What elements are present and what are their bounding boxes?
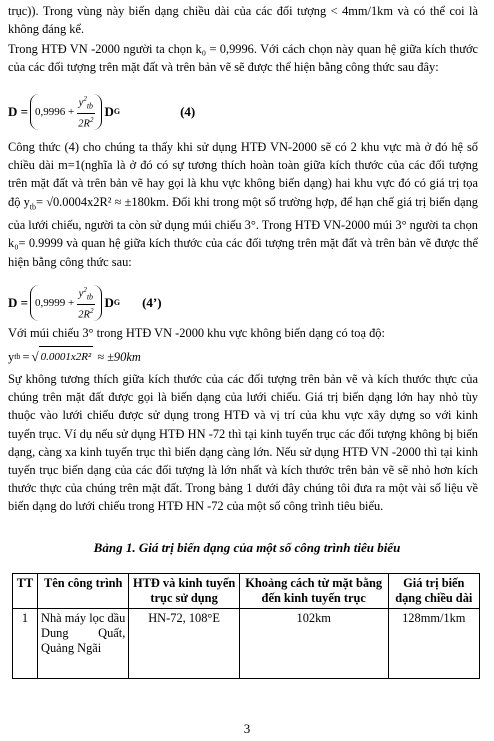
formula-4-label: (4) — [180, 104, 196, 119]
formula-4p-den-sup: 2 — [89, 307, 94, 316]
formula-4p-num: y — [78, 288, 84, 300]
page-number: 3 — [243, 721, 251, 736]
formula-4-const: 0,9996 + — [35, 106, 75, 118]
formula-4p-num-sup: 2 — [83, 286, 87, 295]
table-header-cell: Giá trị biến dạng chiều dài — [388, 574, 479, 609]
paragraph-distortion: Sự không tương thích giữa kích thước của các đối tượng trên bản vẽ và kích thước thực của chúng trên mặt đất được gọi là biến dạng của lưới chiếu. Giá trị biến dạng lớn hay nhỏ tùy thuộc vào lưới chiếu được sử dụng trong HTĐ và vị trí của khu vực xây dựng so với kinh tuyến trục. Ví dụ nếu sử dụng HTĐ HN -72 thì tại kinh tuyến trục các đối tượng không bị biến dạng, càng xa kinh tuyến trục thì biến dạng càng lớn. Nếu sử dụng HTĐ VN -2000 thì tại kinh tuyến trục biến dạng của các đối tượng là lớn nhất và kích thước trên bản vẽ sẽ nhỏ hơn kích thước thực của chúng trên mặt đất. Trong bảng 1 dưới đây chúng tôi đưa ra một vài số liệu về biến dạng do lưới chiếu trong HTĐ HN -72 của một số công trình tiêu biểu. — [8, 372, 478, 514]
formula-4-rhs: D — [104, 104, 114, 119]
formula-4p-lhs: D = — [8, 295, 29, 310]
formula-4p-den: 2R — [78, 309, 90, 321]
formula-4-num-sub: tb — [86, 102, 94, 112]
table-cell-distortion: 128mm/1km — [388, 609, 479, 679]
formula-4-rhs-sub: G — [113, 107, 121, 116]
formula-ytb-sqrt: 0.0001x2R² — [39, 346, 94, 367]
table-cell-name: Nhà máy lọc dầu Dung Quất, Quảng Ngãi — [38, 609, 129, 679]
formula-4p-num-sub: tb — [86, 293, 94, 303]
formula-4p-fraction — [76, 284, 95, 321]
table-header-row — [13, 574, 480, 609]
table-row — [13, 609, 480, 679]
table-caption: Bảng 1. Giá trị biến dạng của một số công trình tiêu biểu — [93, 540, 401, 555]
table-header-cell: Khoảng cách từ mặt bằng đến kinh tuyến trục — [239, 574, 388, 609]
formula-4p-rhs-sub: G — [113, 298, 121, 307]
formula-4p-label: (4’) — [142, 295, 162, 310]
formula-4-lhs: D = — [8, 104, 29, 119]
table-cell-tt: 1 — [13, 609, 38, 679]
formula-ytb-approx: ≈ ±90km — [97, 349, 141, 364]
formula-ytb-lhs-sub: tb — [14, 351, 21, 361]
paragraph-formula4-head: Công thức (4) cho chúng ta thấy khi sử dụng HTĐ VN-2000 sẽ có 2 khu vực mà ở đó hệ số chiều dài m=1(nghĩa là ở đó có sự tương thích hoàn toàn giữa kích thước của các đối tượng trên mặt đất và trên bản vẽ hay gọi là khu vực không biến dạng) hai khu vực đó có giá trị tọa độ y — [8, 140, 478, 209]
formula-ytb-eq: = — [22, 349, 30, 364]
formula-4p-rhs: D — [104, 295, 114, 310]
formula-4-num: y — [78, 97, 84, 109]
formula-4-num-sup: 2 — [83, 95, 87, 104]
paragraph-intro: trục)). Trong vùng này biến dạng chiều dài của các đối tượng < 4mm/1km và có thể coi là không đáng kể. — [8, 4, 478, 37]
formula-4-fraction — [76, 93, 95, 130]
formula-ytb-lhs: y — [8, 349, 15, 364]
table-header-cell: Tên công trình — [38, 574, 129, 609]
table-header-cell: TT — [13, 574, 38, 609]
table-cell-system: HN-72, 108°E — [129, 609, 239, 679]
formula-4-den-sup: 2 — [89, 116, 94, 125]
paragraph-k0: Trong HTĐ VN -2000 người ta chọn k₀ = 0,9996. Với cách chọn này quan hệ giữa kích thước của các đối tượng trên mặt đất và trên bản vẽ sẽ được thể hiện bằng công thức sau đây: — [8, 42, 478, 75]
table-header-cell: HTĐ và kinh tuyến trục sử dụng — [129, 574, 239, 609]
formula-4p-const: 0,9999 + — [35, 297, 75, 309]
table-cell-distance: 102km — [239, 609, 388, 679]
formula-ytb — [8, 346, 141, 367]
formula-4-paren — [30, 94, 102, 130]
formula-4p-paren — [30, 285, 102, 321]
formula-4-den: 2R — [78, 118, 90, 130]
distortion-table — [12, 573, 480, 679]
sqrt-icon: √ — [31, 348, 39, 364]
paragraph-formula4-discussion: Công thức (4) cho chúng ta thấy khi sử dụng HTĐ VN-2000 sẽ có 2 khu vực mà ở đó hệ số chiều dài m=1(nghĩa là ở đó có sự tương thích hoàn toàn giữa kích thước của các đối tượng trên mặt đất và trên bản vẽ hay gọi là khu vực không biến dạng) hai khu vực đó có giá trị tọa độ $y_{tb}= √0.0004x2R^2 \approx \pm 180km$. Đối khi trong một số trường hợp, để hạn chế giá trị biến dạng của lưới chiếu, người ta còn sử dụng múi chiếu 3°. Trong HTĐ VN-2000 múi 3° người ta chọn k₀= 0.9999 và quan hệ giữa kích thước của các đối tượng trên mặt đất và trên bản vẽ được thể hiện bằng công thức sau: — [8, 140, 478, 269]
formula-4 — [8, 94, 195, 130]
paragraph-3deg-zone: Với múi chiếu 3° trong HTĐ VN -2000 khu vực không biến dạng có toạ độ: — [8, 326, 385, 340]
paragraph-formula4-tail: = √0.0004x2R² ≈ ±180km. Đối khi trong một số trường hợp, để hạn chế giá trị biến dạng của lưới chiếu, người ta còn sử dụng múi chiếu 3°. Trong HTĐ VN-2000 múi 3° người ta chọn k₀= 0.9999 và quan hệ giữa kích thước của các đối tượng trên mặt đất và trên bản vẽ được thể hiện bằng công thức sau: — [8, 194, 478, 269]
formula-4-prime — [8, 285, 162, 321]
